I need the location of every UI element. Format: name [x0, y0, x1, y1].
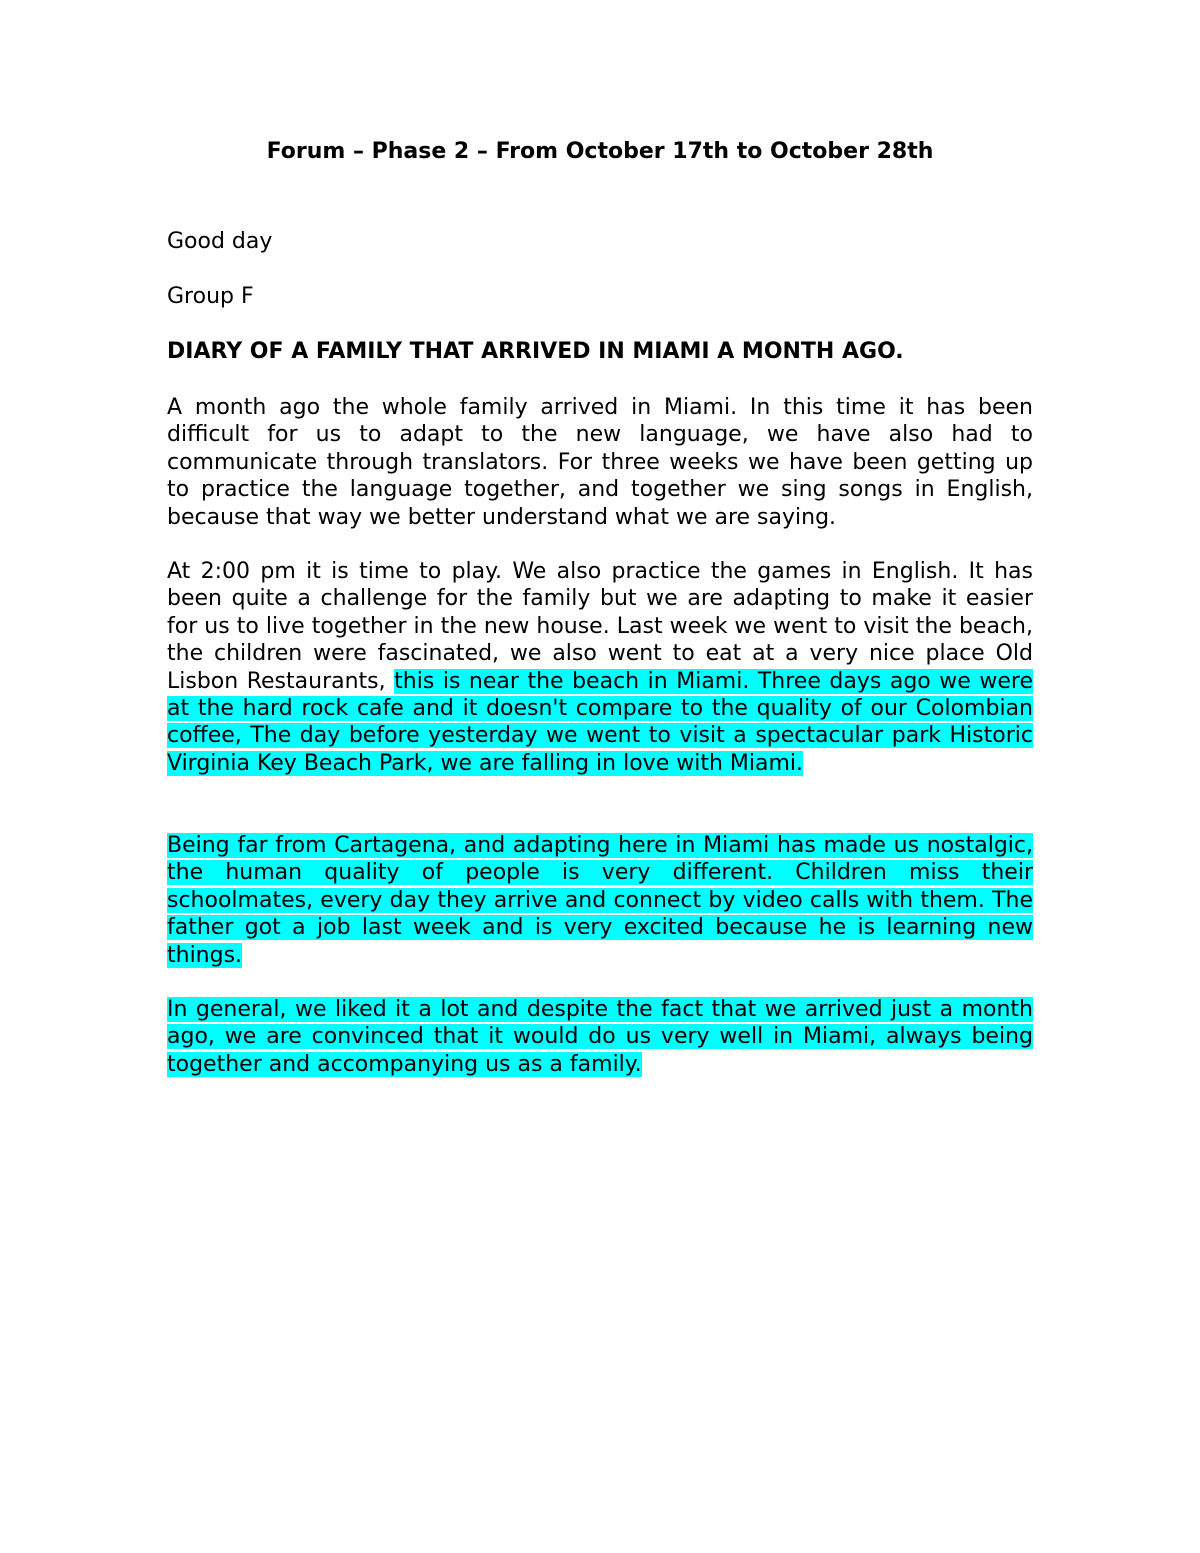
paragraph-4-highlighted-text: In general, we liked it a lot and despite the fact that we arrived just a month ago, we are convinced that it would do us very well in Miami, always being together and accompanying us as a family. [167, 997, 1033, 1077]
paragraph-2 [167, 558, 1033, 777]
greeting: Good day [167, 229, 273, 254]
paragraph-3-highlighted-text: Being far from Cartagena, and adapting here in Miami has made us nostalgic, the human quality of people is very different. Children miss their schoolmates, every day they arrive and connect by video calls with them. The father got a job last week and is very excited because he is learning new things. [167, 833, 1033, 968]
paragraph-3 [167, 832, 1033, 969]
paragraph-2-text: At 2:00 pm it is time to play. We also practice the games in English. It has been quite a challenge for the family but we are adapting to make it easier for us to live together in the new house. Last week we went to visit the beach, the children were fascinated, we also went to eat at a very nice place Old Lisbon Restaurants, [167, 559, 1033, 694]
group-label: Group F [167, 284, 254, 309]
paragraph-2-highlighted-text: this is near the beach in Miami. Three days ago we were at the hard rock cafe and it doesn't compare to the quality of our Colombian coffee, The day before yesterday we went to visit a spectacular park Historic Virginia Key Beach Park, we are falling in love with Miami. [167, 668, 1033, 776]
paragraph-1 [167, 394, 1033, 531]
document-title: Forum – Phase 2 – From October 17th to October 28th [266, 139, 934, 164]
diary-heading: DIARY OF A FAMILY THAT ARRIVED IN MIAMI A MONTH AGO. [167, 339, 904, 364]
paragraph-1-text: A month ago the whole family arrived in Miami. In this time it has been difficult for us to adapt to the new language, we have also had to communicate through translators. For three weeks we have been getting up to practice the language together, and together we sing songs in English, because that way we better understand what we are saying. [167, 395, 1033, 530]
paragraph-4 [167, 996, 1033, 1078]
